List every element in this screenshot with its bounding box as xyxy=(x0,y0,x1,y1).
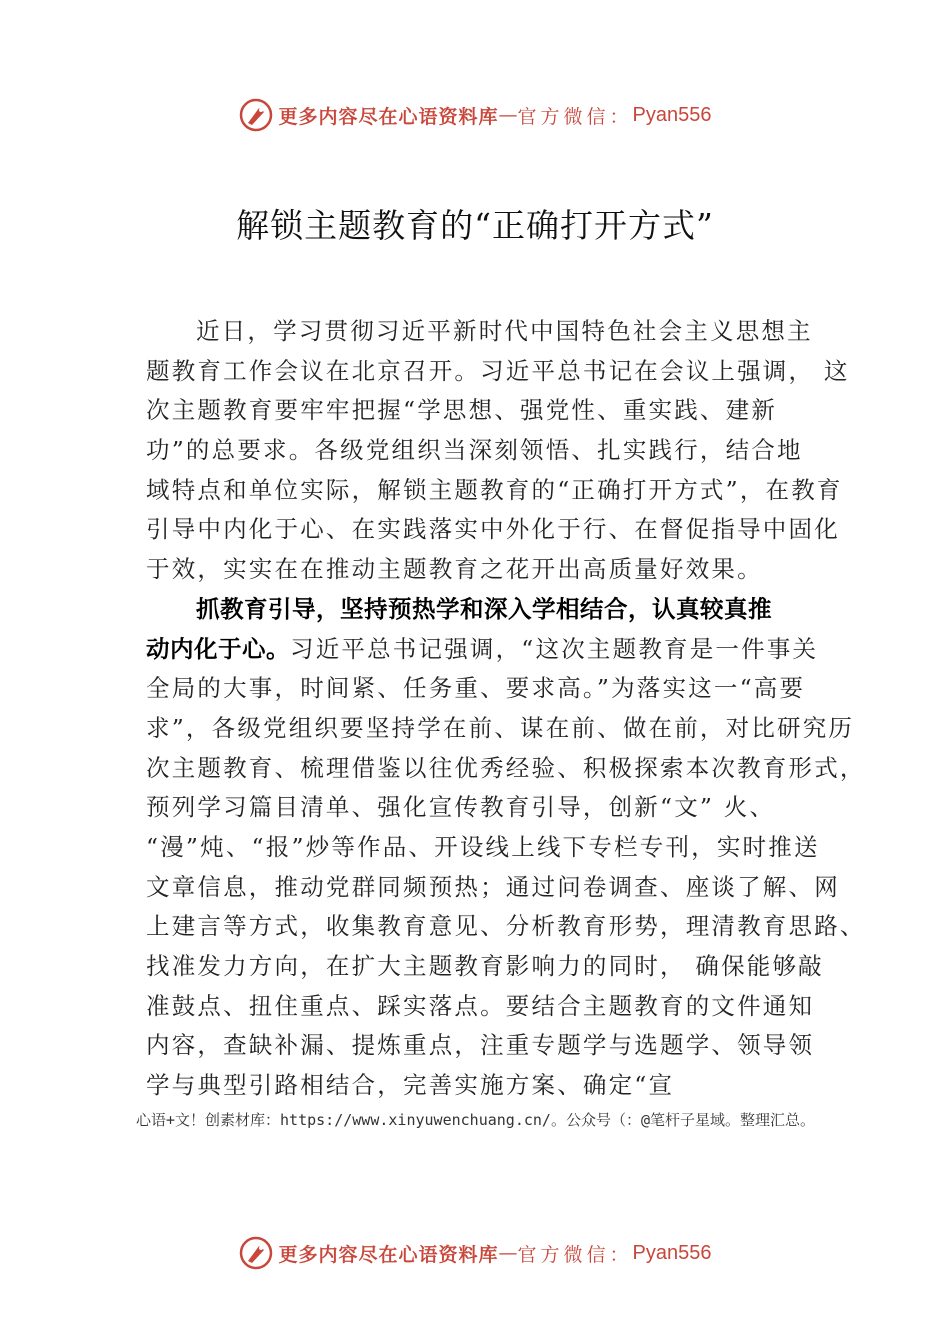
pen-nib-logo-icon xyxy=(239,98,273,132)
paragraph2-line: 找准发力方向，在扩大主题教育影响力的同时， 确保能够敲 xyxy=(146,952,824,980)
banner-wechat-label: 官方微信： xyxy=(517,105,633,128)
paragraph2-text: 习近平总书记强调，“这次主题教育是一件事关 xyxy=(290,634,819,663)
paragraph2-line: 文章信息，推动党群同频预热；通过问卷调查、座谈了解、网 xyxy=(146,872,840,901)
banner-separator: — xyxy=(498,1242,518,1264)
paragraph2-line xyxy=(146,630,826,670)
paragraph2-heading-line xyxy=(146,590,826,630)
paragraph1-line: 近日，学习贯彻习近平新时代中国特色社会主义思想主 xyxy=(196,317,813,345)
pen-nib-logo-icon xyxy=(239,1236,273,1270)
header-banner xyxy=(0,95,950,135)
paragraph2-line: 全局的大事，时间紧、任务重、要求高。”为落实这一“高要 xyxy=(146,674,806,703)
banner-wechat-label: 官方微信： xyxy=(517,1243,633,1266)
paragraph1-line: 功”的总要求。各级党组织当深刻领悟、扎实践行，结合地 xyxy=(146,436,803,465)
footnote: 心语+文！创素材库：https://www.xinyuwenchuang.cn/。公众号（：@笔杆子星域。整理汇总。 xyxy=(136,1111,815,1129)
paragraph2-line: 次主题教育、梳理借鉴以往优秀经验、积极探索本次教育形式， xyxy=(146,753,866,782)
paragraph1-line: 次主题教育要牢牢把握“学思想、强党性、重实践、建新 xyxy=(146,396,778,425)
banner-wechat-id: Pyan556 xyxy=(632,1241,712,1264)
banner-brand-text: 更多内容尽在心语资料库 xyxy=(278,1243,499,1266)
paragraph1-line: 引导中内化于心、在实践落实中外化于行、在督促指导中固化 xyxy=(146,515,840,544)
paragraph1-line: 于效，实实在在推动主题教育之花开出高质量好效果。 xyxy=(146,555,763,584)
paragraph2-line: 求”，各级党组织要坚持学在前、谋在前、做在前，对比研究历 xyxy=(146,713,855,742)
document-title: 解锁主题教育的“正确打开方式” xyxy=(236,206,714,245)
paragraph2-bold-heading: 抓教育引导，坚持预热学和深入学相结合，认真较真推 xyxy=(196,594,772,623)
banner-separator: — xyxy=(498,104,518,126)
paragraph1-line: 域特点和单位实际，解锁主题教育的“正确打开方式”，在教育 xyxy=(146,475,843,504)
paragraph2-line: “漫”炖、“报”炒等作品、开设线上线下专栏专刊，实时推送 xyxy=(146,832,820,861)
paragraph2-line: 学与典型引路相结合，完善实施方案、确定“宣 xyxy=(146,1071,675,1100)
paragraph2-line: 预列学习篇目清单、强化宣传教育引导，创新“文” 火、 xyxy=(146,793,776,822)
document-body xyxy=(146,312,866,1106)
footer-banner xyxy=(0,1233,950,1273)
banner-brand-text: 更多内容尽在心语资料库 xyxy=(278,105,499,128)
paragraph2-bold-heading-end: 动内化于心。 xyxy=(146,634,290,663)
paragraph2-line: 准鼓点、扭住重点、踩实落点。要结合主题教育的文件通知 xyxy=(146,991,815,1020)
banner-wechat-id: Pyan556 xyxy=(632,103,712,126)
paragraph1-line: 题教育工作会议在北京召开。习近平总书记在会议上强调， 这 xyxy=(146,356,850,385)
paragraph2-line: 上建言等方式，收集教育意见、分析教育形势，理清教育思路、 xyxy=(146,912,866,941)
paragraph2-line: 内容，查缺补漏、提炼重点，注重专题学与选题学、领导领 xyxy=(146,1031,815,1060)
